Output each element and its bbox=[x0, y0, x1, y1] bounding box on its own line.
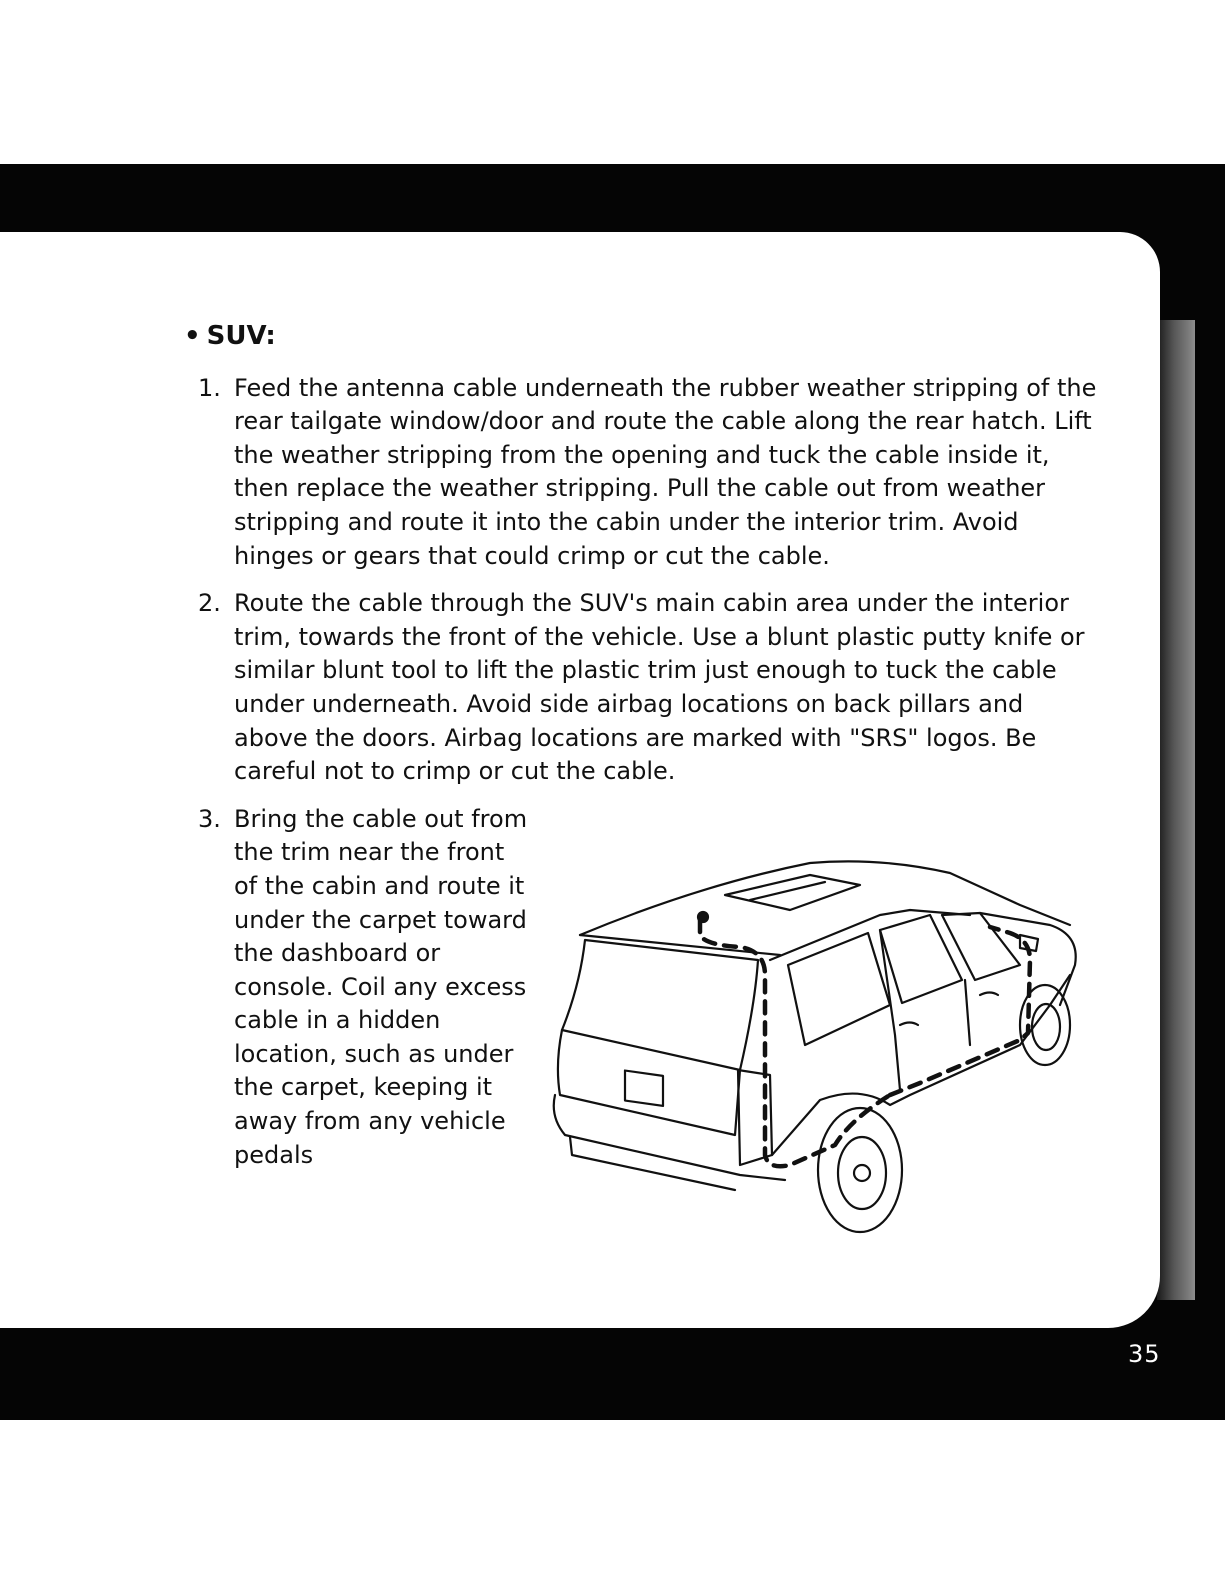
step-text: Feed the antenna cable underneath the rubber weather stripping of the rear tailgate window/door and route the cable along the rear hatch. Lift the weather stripping from the opening and tuck the cable inside it, then replace the weather stripping. Pull the cable out from weather stripping and route it into the cabin under the interior trim. Avoid hinges or gears that could crimp or cut the cable. bbox=[234, 373, 1097, 570]
section-heading bbox=[184, 320, 1104, 354]
suv-cable-route-illustration bbox=[550, 855, 1090, 1245]
step-1 bbox=[184, 372, 1104, 574]
bullet-icon: • bbox=[184, 321, 201, 351]
step-text: Bring the cable out from the trim near the front of the cabin and route it under the carpet toward the dashboard or console. Coil any excess cable in a hidden location, such as under the carpet, keeping it away from any vehicle pedals bbox=[234, 804, 528, 1169]
page-number: 35 bbox=[1128, 1340, 1161, 1368]
step-number: 1. bbox=[198, 373, 221, 402]
step-2 bbox=[184, 587, 1104, 789]
step-text: Route the cable through the SUV's main cabin area under the interior trim, towards the front of the vehicle. Use a blunt plastic putty knife or similar blunt tool to lift the plastic trim just enough to tuck the cable under underneath. Avoid side airbag locations on back pillars and above the doors. Airbag locations are marked with "SRS" logos. Be careful not to crimp or cut the cable. bbox=[234, 589, 1085, 786]
scan-edge-shadow bbox=[1157, 320, 1195, 1300]
step-number: 3. bbox=[198, 804, 221, 833]
step-number: 2. bbox=[198, 589, 221, 618]
section-title: SUV: bbox=[206, 321, 276, 351]
